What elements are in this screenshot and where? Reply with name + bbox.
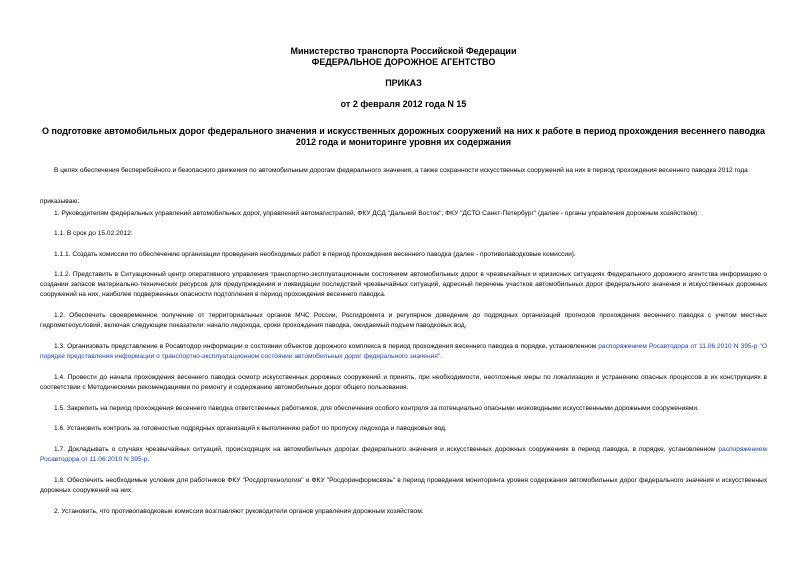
paragraph-1: 1. Руководителям федеральных управлений автомобильных дорог, управлений автомагистралей, ФКУ ДСД "Дальний Восток", ФКУ "ДСТО Санкт-Петербург" (далее - органы управления дорожным хозяйством): [54, 210, 700, 217]
decree-395-short-link[interactable]: распоряжением Росавтодора от 11.06.2010 N 395-р [40, 446, 767, 463]
paragraph-1-1: 1.1. В срок до 15.02.2012: [54, 230, 133, 237]
document-title-line-1: О подготовке автомобильных дорог федерального значения и искусственных дорожных сооружений на них к работе в период прохождения весеннего паводка [41, 126, 766, 136]
paragraph-1-4: 1.4. Провести до начала прохождения весеннего паводка осмотр искусственных дорожных сооружений и принять, при необходимости, неотложные меры по локализации и устранению опасных процессов в их конструкциях в соответствии с Методическими рекомендациями по ремонту и содержанию автомобильных дорог общего пользования. [40, 374, 767, 391]
document-title-line-2: 2012 года и мониторинге уровня их содержания [295, 137, 512, 147]
order-word: приказываю: [40, 198, 80, 205]
paragraph-1-3-end: . [440, 353, 443, 360]
ministry-heading: Министерство транспорта Российской Федерации [290, 46, 517, 56]
paragraph-1-7 [40, 445, 767, 465]
doc-type-heading: ПРИКАЗ [385, 78, 422, 88]
paragraph-1-7-text: 1.7. Докладывать о случаях чрезвычайных ситуаций, происходящих на автомобильных дорогах федерального значения и искусственных дорожных сооружениях в период паводка, в порядке, установленном [54, 446, 719, 453]
paragraph-1-6: 1.6. Установить контроль за готовностью подрядных организаций к выполнению работ по пропуску ледохода и паводковых вод. [54, 425, 447, 432]
paragraph-1-2: 1.2. Обеспечить своевременное получение от территориальных органов МЧС России, Росгидромета и регулярное доведение до подрядных организаций прогнозов прохождения весеннего паводка с учетом местных гидрометеоусловий, включая следующие показатели: начало ледохода, сроки прохождения паводка, ожидаемый подъем паводковых вод. [40, 312, 767, 329]
paragraph-1-1-1: 1.1.1. Создать комиссии по обеспечению организации проведения необходимых работ в период прохождения весеннего паводка (далее - противопаводковые комиссии). [54, 251, 576, 258]
paragraph-1-3-text: 1.3. Организовать представление в Росавтодор информации о состоянии объектов дорожного комплекса в период прохождения весеннего паводка в порядке, установленном [54, 343, 599, 350]
paragraph-1-5: 1.5. Закрепить на период прохождения весеннего паводка ответственных работников, для обеспечения особого контроля за потенциально опасными низководными искусственными дорожными сооружениями. [54, 405, 699, 412]
paragraph-1-7-end: . [147, 456, 150, 463]
paragraph-2: 2. Установить, что противопаводковые комиссии возглавляют руководители органов управления дорожным хозяйством. [54, 508, 424, 515]
paragraph-1-3 [40, 342, 767, 362]
date-number-heading: от 2 февраля 2012 года N 15 [340, 99, 467, 109]
paragraph-1-8: 1.8. Обеспечить необходимые условия для работников ФКУ "Росдортехнология" и ФКУ "Росдоринформсвязь" в период проведения мониторинга уровня содержания автомобильных дорог федерального значения и искусственных дорожных сооружений на них. [40, 477, 767, 494]
decree-395-link[interactable]: распоряжением Росавтодора от 11.06.2010 N 395-р "О порядке представления информации о транспортно-эксплуатационном состоянии автомобильных дорог федерального значения" [40, 343, 767, 360]
paragraph-1-1-2: 1.1.2. Представить в Ситуационный центр оперативного управления транспортно-эксплуатационным состоянием автомобильных дорог в чрезвычайных и кризисных ситуациях Федерального дорожного агентства информацию о создании запасов материально-технических ресурсов для предупреждения и ликвидации последствий чрезвычайных ситуаций, адресный перечень участков автомобильных дорог федерального значения и искусственных дорожных сооружений на них, наиболее подверженных опасности подтопления в период прохождения весеннего паводка. [40, 271, 767, 298]
agency-heading: ФЕДЕРАЛЬНОЕ ДОРОЖНОЕ АГЕНТСТВО [311, 57, 496, 67]
preamble-paragraph: В целях обеспечения бесперебойного и безопасного движения по автомобильным дорогам федерального значения, а также сохранности искусственных сооружений на них в период прохождения весеннего паводка 2012 года [54, 167, 748, 174]
